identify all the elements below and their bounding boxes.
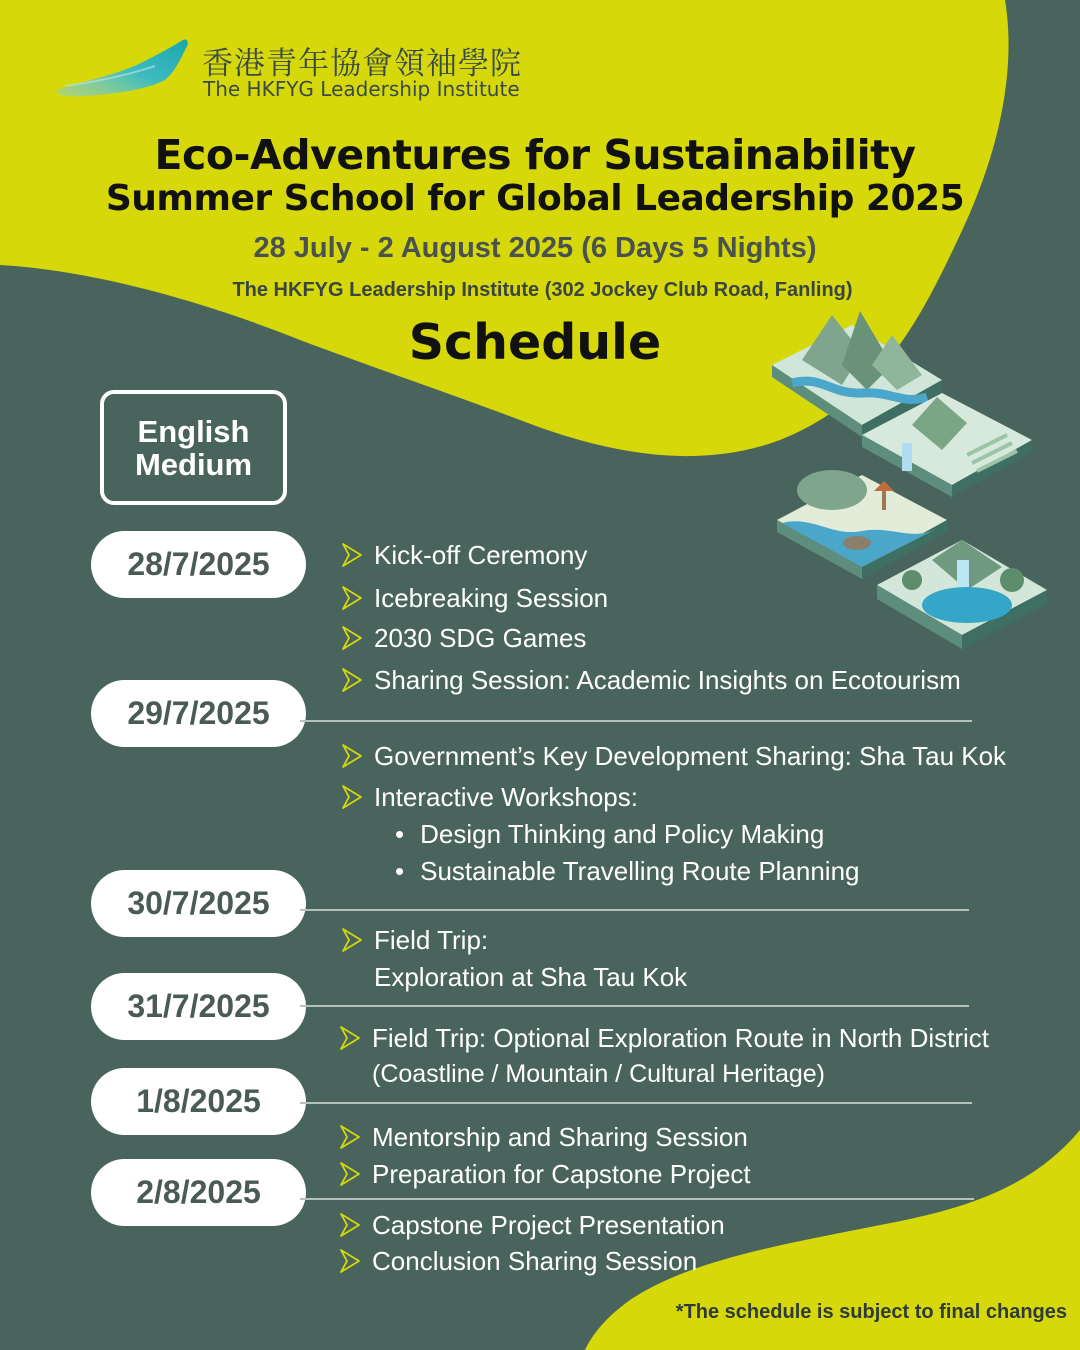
eco-landscape-illustration xyxy=(762,305,1052,660)
arrow-bullet-icon xyxy=(340,927,364,953)
date-label: 30/7/2025 xyxy=(127,885,270,921)
arrow-bullet-icon xyxy=(340,743,364,769)
schedule-item-label: Preparation for Capstone Project xyxy=(372,1159,751,1189)
brand-name-english: The HKFYG Leadership Institute xyxy=(203,77,520,101)
event-title: Eco-Adventures for Sustainability xyxy=(154,131,916,179)
brush-stroke-logo-icon xyxy=(55,36,195,100)
date-label: 28/7/2025 xyxy=(127,546,270,582)
schedule-item xyxy=(338,1210,725,1240)
arrow-bullet-icon xyxy=(340,625,364,651)
arrow-bullet-icon xyxy=(340,585,364,611)
schedule-item-label: Field Trip: xyxy=(374,925,489,955)
arrow-bullet-icon xyxy=(340,667,364,693)
divider xyxy=(300,909,969,911)
schedule-item-continuation: (Coastline / Mountain / Cultural Heritage) xyxy=(372,1060,825,1088)
language-medium-label: English Medium xyxy=(134,413,253,482)
arrow-bullet-icon xyxy=(338,1212,362,1238)
schedule-item-label: Government’s Key Development Sharing: Sha Tau Kok xyxy=(374,741,1007,771)
schedule-item xyxy=(340,665,961,695)
schedule-item xyxy=(338,1023,989,1053)
divider xyxy=(300,1005,969,1007)
divider xyxy=(300,1198,974,1200)
event-venue: The HKFYG Leadership Institute (302 Jockey Club Road, Fanling) xyxy=(232,279,853,301)
date-pill-day2 xyxy=(91,680,306,747)
date-pill-day4 xyxy=(91,973,306,1040)
section-title: Schedule xyxy=(408,314,662,371)
arrow-bullet-icon xyxy=(340,784,364,810)
schedule-item-continuation: Exploration at Sha Tau Kok xyxy=(374,962,688,992)
workshop-bullet: • Sustainable Travelling Route Planning xyxy=(395,856,860,886)
schedule-item-label: Interactive Workshops: xyxy=(374,782,638,812)
schedule-item xyxy=(340,741,1006,771)
schedule-item xyxy=(338,1159,751,1189)
schedule-item xyxy=(338,1122,748,1152)
schedule-item xyxy=(340,782,638,812)
schedule-item-label: Capstone Project Presentation xyxy=(372,1210,725,1240)
brand-name-chinese: 香港青年協會領袖學院 xyxy=(202,46,522,82)
date-label: 31/7/2025 xyxy=(127,988,270,1024)
date-pill-day5 xyxy=(91,1068,306,1135)
schedule-item xyxy=(340,583,608,613)
schedule-item-label: Conclusion Sharing Session xyxy=(372,1246,698,1276)
schedule-item xyxy=(338,1246,697,1276)
arrow-bullet-icon xyxy=(340,542,364,568)
event-subtitle: Summer School for Global Leadership 2025 xyxy=(105,178,965,219)
arrow-bullet-icon xyxy=(338,1124,362,1150)
footnote: *The schedule is subject to final changes xyxy=(675,1301,1067,1323)
arrow-bullet-icon xyxy=(338,1025,362,1051)
schedule-item xyxy=(340,540,587,570)
arrow-bullet-icon xyxy=(338,1161,362,1187)
language-medium-badge xyxy=(100,390,287,505)
date-pill-day3 xyxy=(91,870,306,937)
schedule-item-label: Kick-off Ceremony xyxy=(374,540,588,570)
schedule-item xyxy=(340,623,586,653)
schedule-item-label: Mentorship and Sharing Session xyxy=(372,1122,748,1152)
schedule-item xyxy=(340,925,488,955)
arrow-bullet-icon xyxy=(338,1248,362,1274)
date-label: 1/8/2025 xyxy=(136,1083,261,1119)
schedule-item-label: Sharing Session: Academic Insights on Ecotourism xyxy=(374,665,961,695)
schedule-item-label: 2030 SDG Games xyxy=(374,623,587,653)
event-dates: 28 July - 2 August 2025 (6 Days 5 Nights) xyxy=(253,232,817,264)
schedule-item-label: Field Trip: Optional Exploration Route in North District xyxy=(372,1023,990,1053)
date-pill-day1 xyxy=(91,531,306,598)
date-label: 2/8/2025 xyxy=(136,1174,261,1210)
date-pill-day6 xyxy=(91,1159,306,1226)
divider xyxy=(300,720,972,722)
date-label: 29/7/2025 xyxy=(127,695,270,731)
schedule-item-label: Icebreaking Session xyxy=(374,583,609,613)
workshop-bullet: • Design Thinking and Policy Making xyxy=(395,819,824,849)
divider xyxy=(300,1102,972,1104)
